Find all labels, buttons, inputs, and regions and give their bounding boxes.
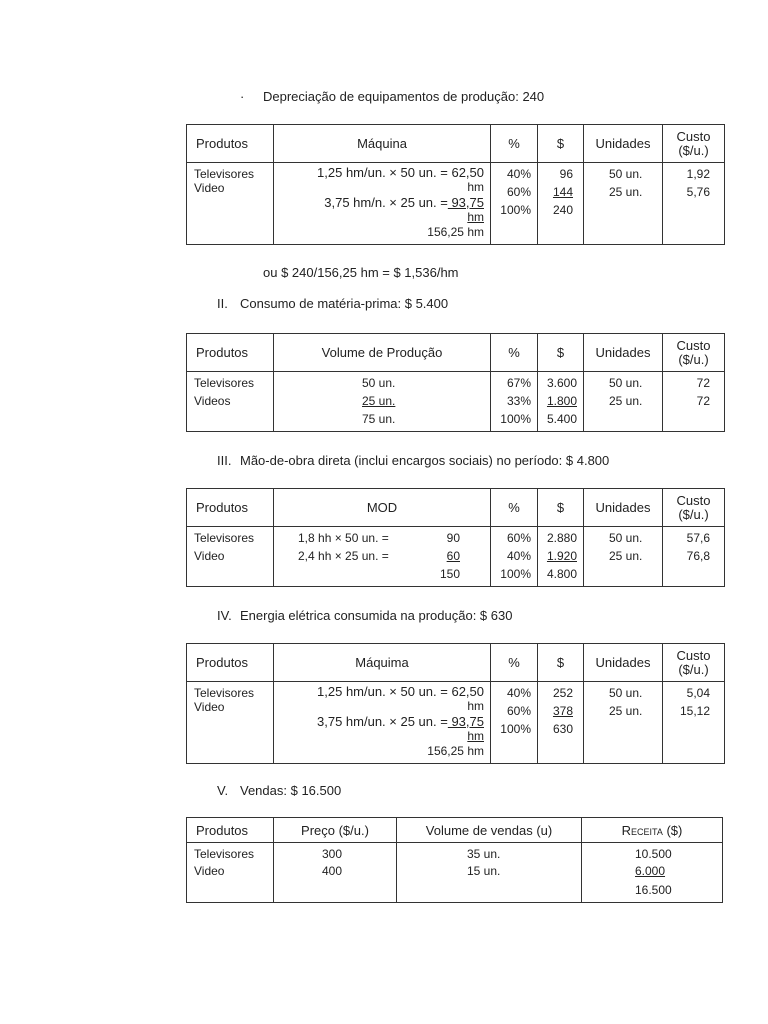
section-5-number: V.: [217, 783, 229, 798]
pct-cell: 40% 60% 100%: [491, 163, 538, 245]
products-cell: Televisores Video: [187, 527, 274, 587]
usd-cell: 2.880 1.920 4.800: [538, 527, 584, 587]
units-cell: 50 un. 25 un.: [584, 372, 663, 432]
header-volume-vendas: Volume de vendas (u): [397, 818, 582, 843]
units-cell: 50 un. 25 un.: [584, 527, 663, 587]
calc-cell: 1,25 hm/un. × 50 un. = 62,50 hm 3,75 hm/n. × 25 un. = 93,75 hm 156,25 hm: [274, 163, 491, 245]
header-pct: %: [491, 334, 538, 372]
header-produtos: Produtos: [187, 334, 274, 372]
header-custo: Custo ($/u.): [663, 644, 725, 682]
header-preco: Preço ($/u.): [274, 818, 397, 843]
header-pct: %: [491, 489, 538, 527]
pct-cell: 40% 60% 100%: [491, 682, 538, 764]
header-unidades: Unidades: [584, 334, 663, 372]
energy-table: [186, 643, 725, 764]
price-cell: 300 400: [274, 843, 397, 903]
header-usd: $: [538, 644, 584, 682]
header-maquima: Máquima: [274, 644, 491, 682]
cost-cell: 5,04 15,12: [663, 682, 725, 764]
header-maquina: Máquina: [274, 125, 491, 163]
header-produtos: Produtos: [187, 644, 274, 682]
header-pct: %: [491, 125, 538, 163]
header-custo: Custo ($/u.): [663, 125, 725, 163]
products-cell: Televisores Video: [187, 682, 274, 764]
header-usd: $: [538, 489, 584, 527]
calc-cell: 1,8 hh × 50 un. = 2,4 hh × 25 un. = 90 60 150: [274, 527, 491, 587]
header-pct: %: [491, 644, 538, 682]
section-3-number: III.: [217, 453, 232, 468]
section-2-number: II.: [217, 296, 228, 311]
pct-cell: 60% 40% 100%: [491, 527, 538, 587]
usd-cell: 96 144 240: [538, 163, 584, 245]
header-volume: Volume de Produção: [274, 334, 491, 372]
revenue-cell: 10.500 6.000 16.500: [582, 843, 723, 903]
products-cell: Televisores Videos: [187, 372, 274, 432]
labor-table: [186, 488, 725, 587]
usd-cell: 252 378 630: [538, 682, 584, 764]
header-custo: Custo ($/u.): [663, 489, 725, 527]
usd-cell: 3.600 1.800 5.400: [538, 372, 584, 432]
header-produtos: Produtos: [187, 818, 274, 843]
bullet: ·: [240, 89, 245, 104]
raw-material-table: [186, 333, 725, 432]
depreciation-line: Depreciação de equipamentos de produção: 240: [263, 89, 545, 104]
sales-table: [186, 817, 723, 903]
products-cell: Televisores Video: [187, 163, 274, 245]
section-4-number: IV.: [217, 608, 232, 623]
header-unidades: Unidades: [584, 489, 663, 527]
section-5-title: Vendas: $ 16.500: [240, 783, 342, 798]
depreciation-table: [186, 124, 725, 245]
header-mod: MOD: [274, 489, 491, 527]
header-unidades: Unidades: [584, 125, 663, 163]
header-usd: $: [538, 125, 584, 163]
section-2-title: Consumo de matéria-prima: $ 5.400: [240, 296, 449, 311]
cost-cell: 1,92 5,76: [663, 163, 725, 245]
cost-cell: 72 72: [663, 372, 725, 432]
products-cell: Televisores Video: [187, 843, 274, 903]
section-4-title: Energia elétrica consumida na produção: $ 630: [240, 608, 513, 623]
header-produtos: Produtos: [187, 489, 274, 527]
header-usd: $: [538, 334, 584, 372]
header-receita: Receita ($): [582, 818, 723, 843]
header-unidades: Unidades: [584, 644, 663, 682]
volume-cell: 50 un. 25 un. 75 un.: [274, 372, 491, 432]
cost-cell: 57,6 76,8: [663, 527, 725, 587]
header-custo: Custo ($/u.): [663, 334, 725, 372]
sales-volume-cell: 35 un. 15 un.: [397, 843, 582, 903]
calc-cell: 1,25 hm/un. × 50 un. = 62,50 hm 3,75 hm/un. × 25 un. = 93,75 hm 156,25 hm: [274, 682, 491, 764]
header-produtos: Produtos: [187, 125, 274, 163]
pct-cell: 67% 33% 100%: [491, 372, 538, 432]
section-3-title: Mão-de-obra direta (inclui encargos sociais) no período: $ 4.800: [240, 453, 610, 468]
units-cell: 50 un. 25 un.: [584, 682, 663, 764]
units-cell: 50 un. 25 un.: [584, 163, 663, 245]
rate-line: ou $ 240/156,25 hm = $ 1,536/hm: [263, 265, 459, 280]
